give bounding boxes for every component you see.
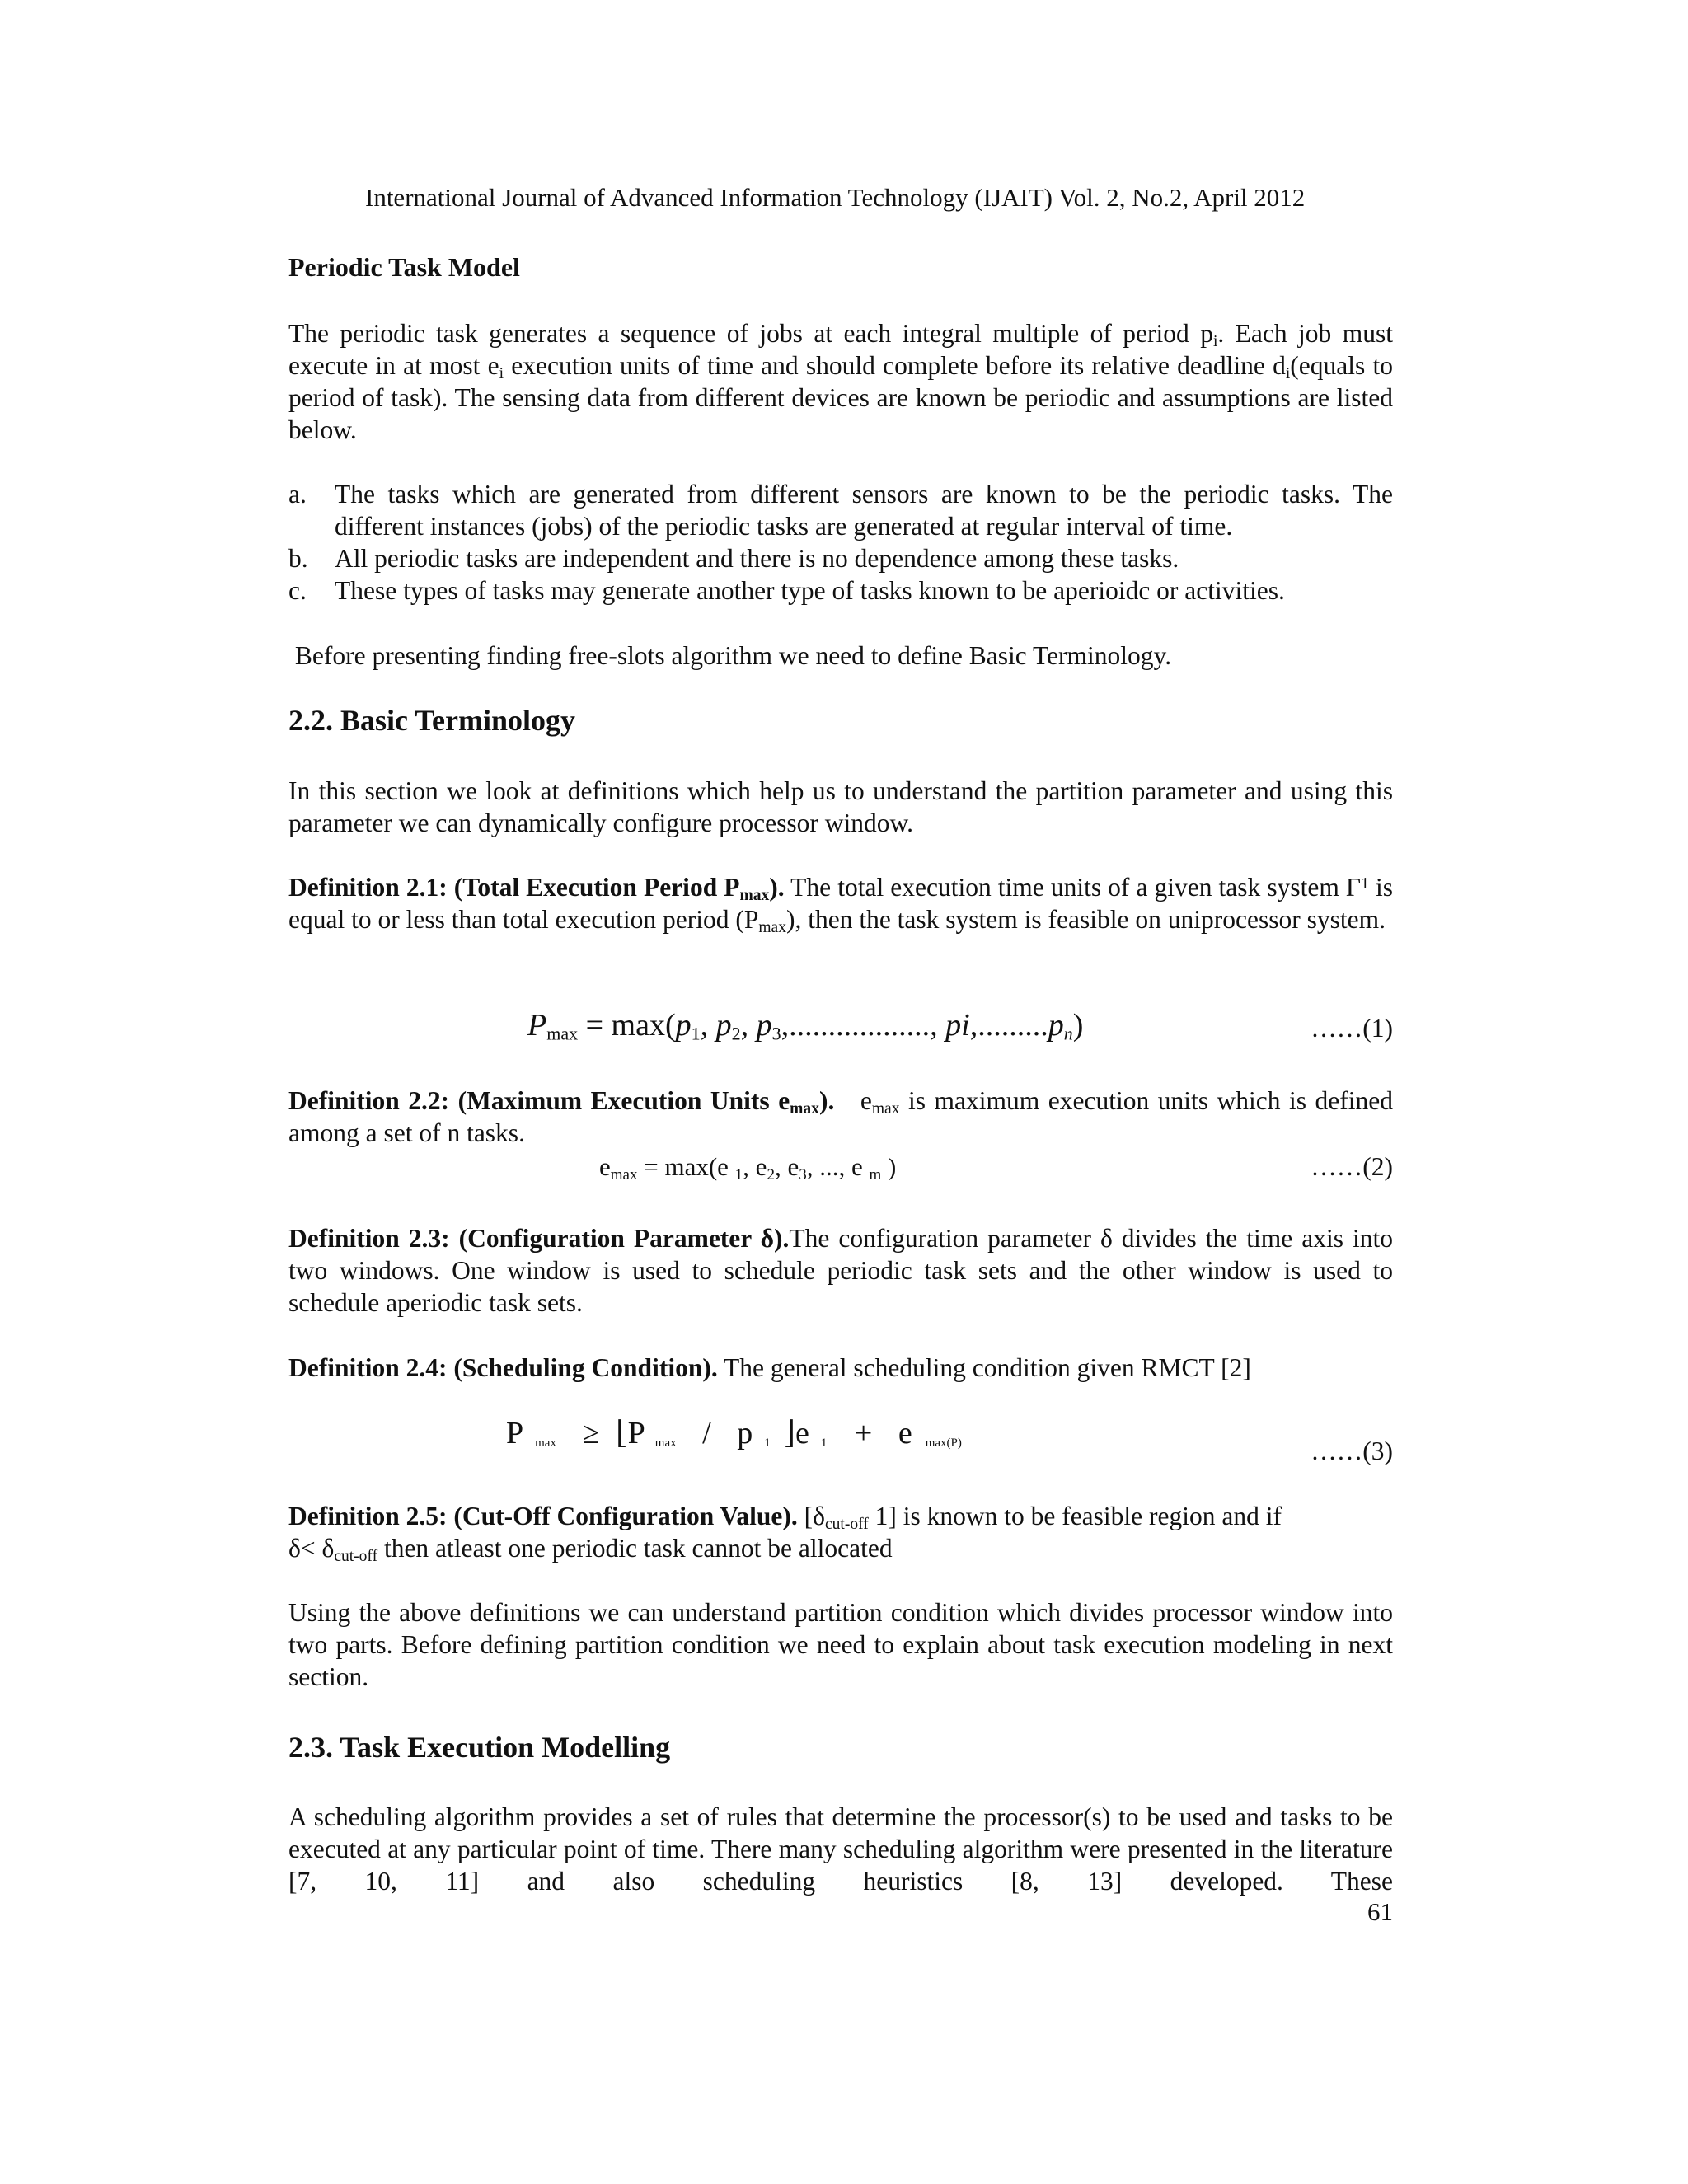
- paragraph-task-execution: A scheduling algorithm provides a set of rules that determine the processor(s) to be used and tasks to be executed at any particular point of time. There many scheduling algorithm were presented in the literature [7, 10, 11] and also scheduling heuristics [8, 13] developed. These: [288, 1802, 1393, 1896]
- definition-2-4: Definition 2.4: (Scheduling Condition). The general scheduling condition given RMCT [2]: [288, 1353, 1251, 1382]
- paragraph-periodic-intro: The periodic task generates a sequence of jobs at each integral multiple of period $p_i$. Each job must execute in at most $e_i$ execution units of time and should complete before its relative deadline $d_i(equals$ to period of task). The sensing data from different devices are known be periodic and assumptions are listed below.: [288, 319, 1393, 444]
- paragraph-before-terminology: Before presenting finding free-slots algorithm we need to define Basic Terminology.: [288, 641, 1172, 670]
- equation-2-number: ……(2): [1311, 1152, 1393, 1181]
- definition-2-5: Definition 2.5: (Cut-Off Configuration Value). [$\delta_{cut-off}$ 1] is known to be feasible region and if $\delta< \delta_{cut-off}$ then atleast one periodic task cannot be allocated: [288, 1502, 1282, 1565]
- equation-2: $e_{max} = \max(e$ $_1$, $e_2$, $e_3$, ..., e $_m$ ): [599, 1152, 897, 1183]
- heading-task-execution-modelling: 2.3. Task Execution Modelling: [288, 1731, 671, 1764]
- list-item: c. These types of tasks may generate another type of tasks known to be aperioidc or activities.: [288, 576, 1285, 605]
- paragraph-using-definitions: Using the above definitions we can understand partition condition which divides processor window into two parts. Before defining partition condition we need to explain about task execution modeling in next section.: [288, 1598, 1393, 1691]
- definition-2-3: Definition 2.3: (Configuration Parameter δ).The configuration parameter δ divides the time axis into two windows. One window is used to schedule periodic task sets and the other window is used to schedule aperiodic task sets.: [288, 1224, 1393, 1317]
- page-number: 61: [1367, 1897, 1393, 1926]
- paragraph-terminology-intro: In this section we look at definitions which help us to understand the partition parameter and using this parameter we can dynamically configure processor window.: [288, 776, 1393, 837]
- assumption-list: [288, 478, 1393, 607]
- equation-1-number: ……(1): [1311, 1014, 1393, 1043]
- running-header: International Journal of Advanced Information Technology (IJAIT) Vol. 2, No.2, April 2012: [365, 183, 1306, 212]
- list-item: b. All periodic tasks are independent and there is no dependence among these tasks.: [288, 544, 1179, 573]
- equation-3-number: ……(3): [1311, 1436, 1393, 1465]
- heading-basic-terminology: 2.2. Basic Terminology: [288, 704, 576, 737]
- definition-2-1: Definition 2.1: (Total Execution Period $P_{max}$). The total execution time units of a given task system $\Gamma^1$ is equal to or less than total execution period $(P_{max})$, then the task system is feasible on uniprocessor system.: [288, 873, 1393, 936]
- heading-periodic-task-model: Periodic Task Model: [288, 252, 520, 282]
- list-item: a. The tasks which are generated from different sensors are known to be the periodic tasks. The different instances (jobs) of the periodic tasks are generated at regular interval of time.: [288, 480, 1393, 541]
- equation-1: $P_{max} = \max(p_1$, $p_2$, $p_3$,.................., $pi,.........p_n$): [528, 1008, 1084, 1044]
- definition-2-2: Definition 2.2: (Maximum Execution Units $e_{max}$). $e_{max}$ is maximum execution units which is defined among a set of n tasks.: [288, 1086, 1393, 1147]
- equation-3: P $_{max}$ ≥ ⌊P $_{max}$ / p $_1$ ⌋e $_1$ + e $_{max(P)}$: [506, 1416, 962, 1451]
